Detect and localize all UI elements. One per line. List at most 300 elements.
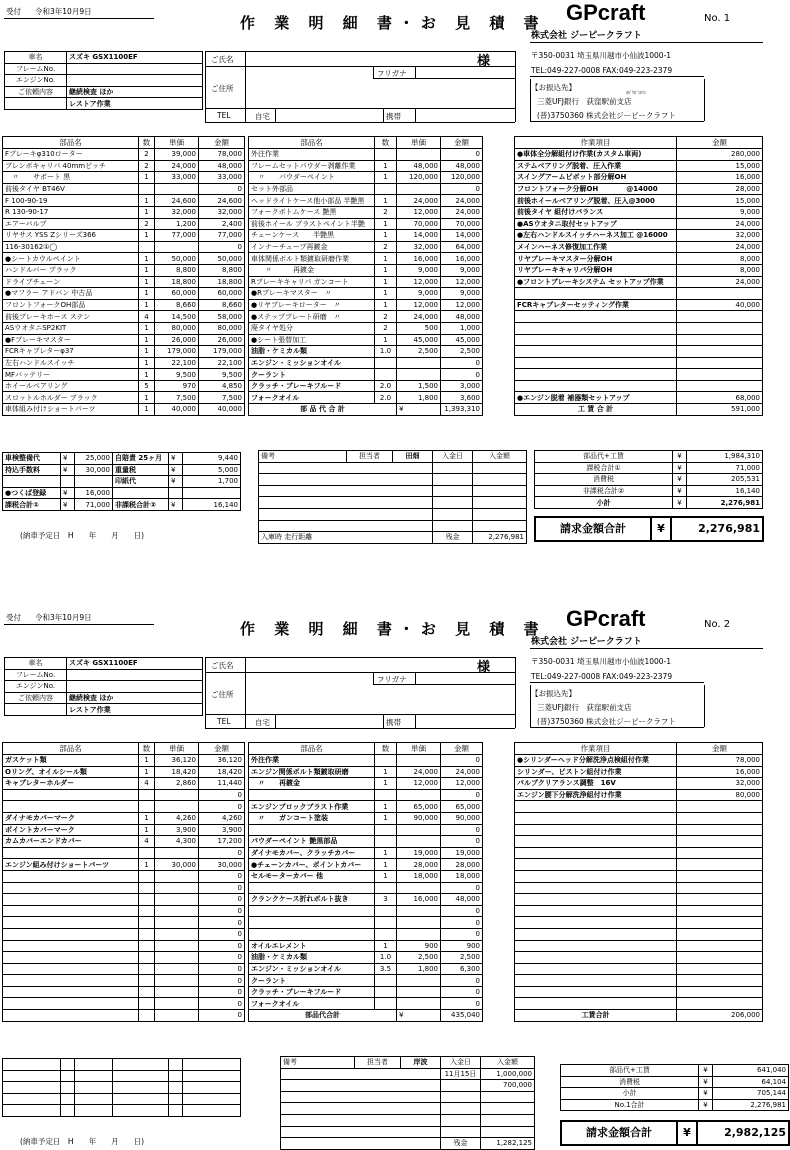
part-amount: 30,000 [199,859,245,871]
work-amount: 68,000 [677,392,763,404]
remarks-label: 備考 [281,1057,355,1069]
table-row [249,824,483,836]
part-unit-price: 9,500 [155,369,199,381]
honorific-sama: 様 [477,54,491,69]
part-unit-price: 179,000 [155,346,199,358]
table-row [3,1105,241,1117]
fee-cell [75,476,113,488]
table-row [515,346,763,358]
part-qty [139,963,155,975]
part-qty [375,905,397,917]
payment-amount [481,1103,535,1115]
part-qty: 1 [375,230,397,242]
grand-total-amount: 2,276,981 [671,517,763,541]
fee-cell [61,1070,75,1082]
part-amount: 2,500 [441,346,483,358]
work-item: 前後ホイールベアリング脱着、圧入@3000 [515,195,677,207]
part-unit-price [155,870,199,882]
part-qty: 1.0 [375,952,397,964]
fee-cell: ¥ [169,476,183,488]
part-qty: 3.5 [375,963,397,975]
part-name: ブレンボキャリパ 40mmピッチ [3,160,139,172]
table-row [515,743,763,755]
document-number: No. 2 [704,619,731,630]
part-qty: 1 [139,404,155,416]
table-row [249,160,483,172]
part-name: Rブレーキキャリパ ガンコート [249,276,375,288]
rule-line [205,108,515,109]
table-row [259,508,527,520]
part-unit-price [155,241,199,253]
part-amount: 18,000 [441,870,483,882]
table-row [3,149,245,161]
part-name: ダイナモカバーマーク [3,812,139,824]
part-amount: 0 [199,1010,245,1022]
part-amount: 0 [441,986,483,998]
part-unit-price: 18,000 [397,870,441,882]
part-unit-price: 24,000 [397,195,441,207]
part-unit-price: 24,000 [155,160,199,172]
table-row [3,311,245,323]
work-amount [677,963,763,975]
part-unit-price: 80,000 [155,322,199,334]
part-unit-price: 2,860 [155,778,199,790]
table-row [259,497,527,509]
part-unit-price [155,917,199,929]
table-row [281,1126,535,1138]
table-row [515,160,763,172]
header-qty: 数 [139,137,155,149]
table-row [259,485,527,497]
part-qty [375,824,397,836]
header-unit-price: 単価 [155,743,199,755]
work-item: リヤブレーキキャリパ分解OH [515,264,677,276]
table-row [3,264,245,276]
part-unit-price [397,928,441,940]
table-row [515,905,763,917]
table-row [249,778,483,790]
work-item [515,369,677,381]
part-qty: 1 [139,322,155,334]
part-unit-price: 14,000 [397,230,441,242]
work-item [515,986,677,998]
work-item [515,998,677,1010]
table-row [515,230,763,242]
part-qty [139,847,155,859]
part-qty: 3 [375,894,397,906]
work-amount: 78,000 [677,755,763,767]
part-amount: 24,000 [441,195,483,207]
part-unit-price [397,836,441,848]
summary-value: 16,140 [687,485,763,497]
work-total-label: 工 賃 合 計 [515,404,677,416]
fee-cell [61,1105,75,1117]
header-amount: 金額 [199,137,245,149]
part-unit-price: 16,000 [397,894,441,906]
part-qty [139,917,155,929]
part-qty: 1 [375,276,397,288]
rule-line [530,682,704,683]
part-amount: 11,440 [199,778,245,790]
rule-line [530,79,531,121]
table-row [249,380,483,392]
part-unit-price: 12,000 [397,299,441,311]
rule-line [205,657,206,728]
fee-cell: 9,440 [183,453,241,465]
vehicle-value: レストア作業 [67,98,203,110]
part-unit-price: 2,500 [397,346,441,358]
table-row [249,195,483,207]
part-unit-price [155,183,199,195]
customer-name-label: ご氏名 [211,661,234,670]
payment-amount [473,485,527,497]
yen-sign: ¥ [397,404,441,416]
part-name: 車体関係ボルト類鍍取研磨作業 [249,253,375,265]
part-name: セルモーターカバー 他 [249,870,375,882]
received-label: 受付 [6,613,21,622]
table-row [249,230,483,242]
part-amount: 0 [441,905,483,917]
header-amount: 金額 [441,137,483,149]
rule-line [275,108,276,122]
table-row [515,392,763,404]
summary-value: 705,144 [713,1088,789,1100]
rule-line [205,714,515,715]
part-amount: 0 [441,975,483,987]
table-row [249,264,483,276]
table-row [515,778,763,790]
summary-value: 1,984,310 [687,451,763,463]
part-qty [375,369,397,381]
work-amount [677,986,763,998]
part-amount: 12,000 [441,276,483,288]
part-unit-price [397,183,441,195]
part-unit-price: 26,000 [155,334,199,346]
table-row [515,172,763,184]
part-name: Oリング、オイルシール類 [3,766,139,778]
part-amount: 40,000 [199,404,245,416]
fee-cell: ●つくば登録 [3,487,61,499]
table-row [515,357,763,369]
header-qty: 数 [375,137,397,149]
part-name: 〃 再鍍金 [249,778,375,790]
rule-line [530,121,704,122]
header-work-item: 作業項目 [515,743,677,755]
work-amount [677,998,763,1010]
part-name: FCRキャブレターφ37 [3,346,139,358]
table-row [281,1114,535,1126]
part-unit-price: 39,000 [155,149,199,161]
header-part-name: 部品名 [249,137,375,149]
part-amount: 12,000 [441,299,483,311]
grand-total-table [534,516,764,542]
table-row [3,778,245,790]
part-name: クーラント [249,975,375,987]
table-row [249,276,483,288]
part-amount: 0 [199,183,245,195]
part-amount: 0 [199,847,245,859]
part-amount: 0 [441,149,483,161]
part-amount: 28,000 [441,859,483,871]
part-amount: 0 [441,882,483,894]
work-item [515,334,677,346]
part-qty: 1 [375,859,397,871]
remarks-body [281,1091,441,1103]
part-qty [375,789,397,801]
summary-label: 課税合計① [535,462,673,474]
vehicle-value: スズキ GSX1100EF [67,52,203,64]
part-unit-price [155,963,199,975]
table-row [249,870,483,882]
part-name [3,917,139,929]
payment-date [433,485,473,497]
part-unit-price: 8,660 [155,299,199,311]
remarks-body [281,1068,441,1080]
table-row [515,299,763,311]
rule-line [704,79,705,121]
work-amount [677,357,763,369]
part-unit-price [155,1010,199,1022]
remarks-body [259,520,433,532]
table-row [249,789,483,801]
table-row [515,986,763,998]
part-qty: 1 [375,195,397,207]
work-amount [677,801,763,813]
fee-cell: ¥ [61,499,75,511]
table-row [3,299,245,311]
part-name [249,789,375,801]
payment-amount [481,1126,535,1138]
part-qty: 1 [139,346,155,358]
part-qty: 1 [139,755,155,767]
vehicle-info-table [4,657,203,716]
part-unit-price: 9,000 [397,264,441,276]
fee-cell [75,1105,113,1117]
part-qty: 1 [375,253,397,265]
work-item [515,824,677,836]
fee-cell [169,1070,183,1082]
fee-cell: 25,000 [75,453,113,465]
part-amount: 4,260 [199,812,245,824]
part-amount: 8,800 [199,264,245,276]
part-unit-price: 12,000 [397,778,441,790]
grand-total-table [560,1120,790,1146]
table-row [249,206,483,218]
summary-value: 71,000 [687,462,763,474]
part-unit-price: 19,000 [397,847,441,859]
table-row [249,963,483,975]
part-qty: 2 [375,241,397,253]
table-row [3,975,245,987]
vehicle-value: レストア作業 [67,704,203,716]
part-qty: 1 [139,276,155,288]
table-row [3,195,245,207]
part-name: エンジン関係ボルト類鍍取研磨 [249,766,375,778]
summary-value: 205,531 [687,474,763,486]
part-qty: 1 [139,195,155,207]
furigana-label: フリガナ [377,675,407,684]
payment-date-label: 入金日 [433,451,473,463]
work-amount [677,975,763,987]
work-amount: 15,000 [677,160,763,172]
part-amount: 0 [199,905,245,917]
part-name: MFバッテリー [3,369,139,381]
payment-amount [473,508,527,520]
company-address: 〒350-0031 埼玉県川越市小仙波1000-1 [531,51,672,60]
part-amount: 60,000 [199,288,245,300]
table-row [3,160,245,172]
part-name: R 130-90-17 [3,206,139,218]
bank-ruby: ｵｷﾞｸﾎﾞｴｷﾏｴ [626,90,646,95]
estimate-sheet-2 [0,588,786,1148]
yen-sign: ¥ [699,1076,713,1088]
part-qty: 1 [375,299,397,311]
part-amount: 7,500 [199,392,245,404]
table-row [249,218,483,230]
vehicle-value [67,681,203,693]
vehicle-value: 継続検査 ほか [67,86,203,98]
part-unit-price: 48,000 [397,160,441,172]
table-row [3,894,245,906]
work-total-label: 工賃合計 [515,1010,677,1022]
remarks-body [259,497,433,509]
work-items-table [514,742,763,1022]
part-amount: 0 [441,917,483,929]
part-amount: 3,900 [199,824,245,836]
balance-label: 残金 [441,1138,481,1150]
table-row [515,369,763,381]
bank-title: 【お振込先】 [531,83,576,92]
part-qty [375,755,397,767]
part-unit-price: 1,200 [155,218,199,230]
table-row [3,952,245,964]
part-amount: 0 [441,836,483,848]
customer-name-field[interactable] [237,52,467,65]
part-name [249,882,375,894]
table-row [561,1065,789,1077]
yen-sign: ¥ [397,1010,441,1022]
part-name: ●マフラー アドバン 中古品 [3,288,139,300]
document-number: No. 1 [704,13,731,24]
header-part-name: 部品名 [3,743,139,755]
table-row [249,952,483,964]
part-qty: 1 [375,778,397,790]
part-amount: 16,000 [441,253,483,265]
remarks-body [281,1126,441,1138]
part-name: エンジン・ミッションオイル [249,357,375,369]
fee-cell [75,1059,113,1071]
part-name [3,963,139,975]
table-row [5,704,203,716]
part-name: クランクケース折れボルト抜き [249,894,375,906]
part-qty [139,940,155,952]
customer-name-field[interactable] [237,658,467,671]
work-item: ●ASウオタニ取付セットアップ [515,218,677,230]
bank-title: 【お振込先】 [531,689,576,698]
part-unit-price [397,882,441,894]
fee-cell: 30,000 [75,464,113,476]
part-qty: 1 [139,766,155,778]
work-amount [677,824,763,836]
table-row [3,1082,241,1094]
table-row [515,311,763,323]
rule-line [415,714,416,728]
part-name [3,801,139,813]
yen-sign: ¥ [699,1065,713,1077]
part-qty: 1 [139,369,155,381]
rule-line [415,672,416,684]
fee-cell [183,1070,241,1082]
part-unit-price [397,917,441,929]
part-name: ●リヤブレーキローター 〃 [249,299,375,311]
work-item: リヤブレーキマスター分解OH [515,253,677,265]
work-item [515,380,677,392]
part-amount: 12,000 [441,778,483,790]
summary-table [534,450,763,509]
table-row [3,392,245,404]
work-item [515,346,677,358]
payment-amount-label: 入金額 [473,451,527,463]
part-amount: 0 [199,975,245,987]
part-amount: 0 [441,357,483,369]
table-row [259,532,527,544]
table-row [249,905,483,917]
remarks-label: 備考 [259,451,347,463]
summary-label: 小計 [535,497,673,509]
table-row [249,917,483,929]
vehicle-label: フレームNo. [5,669,67,681]
table-row [281,1068,535,1080]
part-qty: 1 [375,264,397,276]
header-unit-price: 単価 [155,137,199,149]
part-amount: 0 [199,986,245,998]
payment-amount: 1,000,000 [481,1068,535,1080]
part-name: 外注作業 [249,149,375,161]
part-unit-price: 14,500 [155,311,199,323]
part-amount: 70,000 [441,218,483,230]
part-amount: 0 [199,241,245,253]
table-row [3,369,245,381]
fee-cell: 自賠責 25ヶ月 [113,453,169,465]
part-name: ダイナモカバー、クラッチカバー [249,847,375,859]
fee-cell [61,1082,75,1094]
rule-line [205,66,515,67]
fee-cell: 16,140 [183,499,241,511]
fee-cell [75,1082,113,1094]
rule-line [530,685,531,727]
yen-sign: ¥ [673,462,687,474]
rule-line [205,672,515,673]
part-amount: 0 [441,755,483,767]
header-unit-price: 単価 [397,743,441,755]
vehicle-label: 車名 [5,52,67,64]
staff-label: 担当者 [355,1057,401,1069]
part-amount: 0 [441,998,483,1010]
customer-address-label: ご住所 [211,690,234,699]
yen-sign: ¥ [677,1121,697,1145]
fee-cell [61,476,75,488]
header-part-name: 部品名 [3,137,139,149]
summary-label: 部品代+工賃 [535,451,673,463]
table-row [281,1080,535,1092]
table-row [515,952,763,964]
part-unit-price: 32,000 [155,206,199,218]
parts-total: 1,393,310 [441,404,483,416]
part-name: ハンドルバー ブラック [3,264,139,276]
table-row [561,1088,789,1100]
part-name: ●Rブレーキマスター 〃 [249,288,375,300]
part-unit-price [397,905,441,917]
